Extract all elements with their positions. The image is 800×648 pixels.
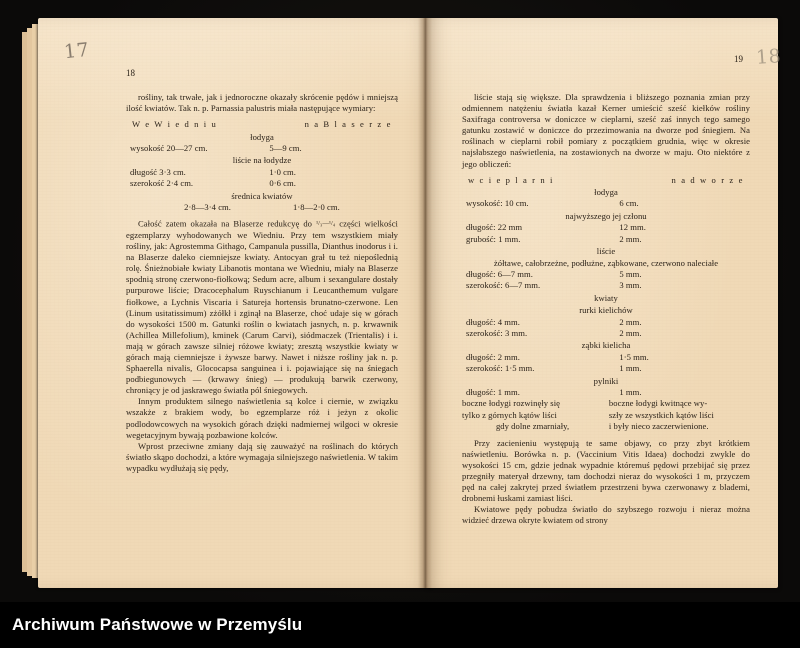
footnote-col2-line: i były nieco zaczerwienione. [608,421,709,432]
handwritten-archive-number-right: 18 [755,45,782,69]
paragraph: Wprost przeciwne zmiany dają się zauważyć na roślinach do których światło skąpo dochodzi, a które wymagaja silniejszego naświetlenia. W takim wypadku wydłużają się pędy, [126,440,398,473]
paragraph-part: Całość zatem okazała na Blaserze redukcyę do [138,218,317,229]
footnote-col1-line: tylko z górnych kątów liści [462,409,557,420]
paragraph-part: części wielkości egzemplarzy wyhodowanych we Wiedniu. Przy tem wszystkiem miały rośliny, jak: Agrostemma Githago, Campanula pussilla, Dianthus inodorus i i. na Blaserze daleko ciemniejsze kwiaty. Antocyan grał tu też niepoślednią rolę. Śnieżnobiałe kwiaty Libanotis montana we Wiedniu, miały na Blaserze spodnią stronę czerwono-fiołkową; Sedum acre, album i sexangulare dostały purpurowe liście; Dracocephalum Ruyschianum i Leucanthemum vulgare fiołkowe, a Lychnis Viscaria i Satureja hortensis brunatno-czerwone. Len (Linum usitatissimum) zżółkł i zginął na Blaserze, choć udaje się w górach do wysokości 1500 m. Gatunki roślin o kwiatach jasnych, n. p. krwawnik (Achillea Millefolium), kminek (Carum Carvi), siódmaczek (Trientalis) i i. mają w górach zawsze silniej różowe kwiaty; zresztą wszystkie kwiaty w górach mają ciemniejsze i żywsze barwy. Nawet i niższe rośliny jak n. p. Sphaerella nivalis, Glococapsa sanguinea i i. pojawiające się na śniegach podbiegunowych — (krwawy śnieg) — produkują barwik czerwony, chroniący je od jaskrawego światła pól śniegowych. [126,218,398,396]
table-row [462,269,750,280]
table-section-heading: liście na łodydze [232,155,292,166]
table-row [126,143,398,154]
archive-watermark-text: Archiwum Państwowe w Przemyślu [12,615,303,634]
paragraph: Przy zacienieniu występują te same objawy, co przy zbyt krótkiem naświetleniu. Borówka n. p. (Vaccinium Vitis Idaea) dochodzi zwykle do wysokości 15 cm, gdzie jednak wypadnie któremuś pędowi przebijać się przez przegniły materyał drzewny, tam dochodzi nieraz do wysokości 1 m, przyczem pęd na całej zakrytej przed światłem przestrzeni bywa czerwonawy z blademi, drobnemi łuskami zamiast liści. [462,437,750,504]
table-row [462,234,750,245]
paragraph [126,218,398,396]
table-cell-label: szerokość: 1·5 mm. [466,363,535,374]
table-cell-label: 2·8—3·4 cm. [184,202,231,213]
table-cell-label: długość: 1 mm. [466,386,520,397]
table-row [462,363,750,374]
table-cell-value: 5—9 cm. [269,143,302,153]
table-cell-value: 1·8—2·0 cm. [293,202,340,213]
table-cell-label: długość 3·3 cm. [130,166,186,177]
table-cell-value: 2 mm. [619,316,642,327]
paragraph: Innym produktem silnego naświetlenia są kolce i ciernie, w związku wszakże z brakiem wody, bo egzemplarze róż i jeżyn z okolic podlodowcowych na wysokich górach dzięki nadmiernej wilgoci w okresie wegetacyjnym bywają pozbawione kolców. [126,396,398,440]
table-cell-value: 1·5 mm. [619,351,649,362]
archive-watermark-bar [0,602,800,648]
table-header-right: n a d w o r z e [671,174,744,185]
table-header-right: n a B l a s e r z e [304,119,392,130]
table-section-heading: kwiaty [594,292,618,303]
footnote-col2-line: szły ze wszystkich kątów liści [608,409,714,420]
paragraph: liście stają się większe. Dla sprawdzenia i bliższego poznania zmian przy odmiennem natężeniu światła kazał Kerner umieścić sześć kiełków rośliny Saxifraga controversa w doniczce w cieplarni, sześć zaś innych tego samego gatunku zostawić w doniczce do przezimowania na dworze pod śniegiem. Na roślinach w cieplarni robił pomiary z początkiem grudnia, więc w okresie najsłabszego naświetlenia, na zostawionych na dworze w maju. Oto niektóre z jego obliczeń: [462,92,750,169]
table-cell-value: 1 mm. [619,386,642,397]
table-row [462,222,750,233]
table-cell-label: szerokość: 6—7 mm. [466,280,541,291]
table-cell-value: 1 mm. [619,363,642,374]
folio-left: 18 [126,68,135,78]
table-cell-label: długość: 4 mm. [466,316,520,327]
table-row [462,280,750,291]
left-page-text-column [126,92,398,474]
table-cell-label: wysokość 20—27 cm. [130,143,208,153]
table-descriptive-line: żółtawe, całobrzeżne, podłużne, ząbkowane, czerwono naleciałe [493,257,719,268]
table-column-headers [462,175,750,186]
footnote-col2-line: boczne łodygi kwitnące wy- [608,398,708,409]
paragraph: Kwiatowe pędy pobudza światło do szybszego rozwoju i nieraz można widzieć drzewa okryte kwiatem od strony [462,504,750,526]
table-cell-value: 0·6 cm. [269,178,296,189]
table-row [462,352,750,363]
table-row [462,317,750,328]
folio-right: 19 [734,54,743,64]
table-row [462,387,750,398]
table-cell-value: 12 mm. [619,222,646,233]
right-page-text-column [462,92,750,526]
measurement-table-saxifraga [462,175,750,433]
table-header-left: w c i e p l a r n i [468,174,555,185]
footnote-col1-line: gdy dolne zmarniały, [495,421,570,432]
table-row [126,167,398,178]
table-row [126,202,398,213]
table-cell-label: wysokość: 10 cm. [466,198,529,209]
table-footnote-row [462,410,750,421]
table-cell-value: 5 mm. [619,268,642,279]
table-cell-value: 2 mm. [619,233,642,244]
fraction-range: ¹/₃—¹/₄ [316,220,336,228]
table-section-heading: średnica kwiatów [231,190,293,201]
table-section-heading: liście [596,246,616,257]
table-cell-value: 3 mm. [619,280,642,291]
table-section-heading: pylniki [593,375,619,386]
table-row [462,328,750,339]
table-cell-label: szerokość: 3 mm. [466,327,528,338]
table-section-heading: łodyga [594,187,618,198]
table-cell-value: 6 cm. [619,198,639,209]
table-section-heading: łodyga [250,131,274,142]
table-section-heading: ząbki kielicha [581,340,631,351]
table-row [126,178,398,189]
table-column-headers [126,119,398,130]
measurement-table-parnassia [126,119,398,213]
table-cell-label: szerokość 2·4 cm. [130,178,194,189]
paragraph: rośliny, tak trwałe, jak i jednoroczne okazały skrócenie pędów i mniejszą ilość kwiatów. Tak n. p. Parnassia palustris miała następujące wymiary: [126,92,398,114]
table-footnote-row [462,421,750,432]
table-section-subheading: rurki kielichów [579,305,633,316]
table-cell-label: grubość: 1 mm. [466,233,521,244]
open-book [22,18,782,588]
table-section-heading: najwyższego jej członu [565,210,647,221]
footnote-col1-line: boczne łodygi rozwinęły się [462,398,560,409]
table-row [462,198,750,209]
table-cell-label: długość: 2 mm. [466,351,520,362]
table-cell-value: 1·0 cm. [269,166,296,177]
table-header-left: W e W i e d n i u [132,119,218,130]
table-cell-label: długość: 22 mm [466,222,523,233]
table-footnote-row [462,398,750,409]
table-cell-label: długość: 6—7 mm. [466,268,533,279]
table-cell-value: 2 mm. [619,327,642,338]
handwritten-archive-number-left: 17 [62,38,91,64]
